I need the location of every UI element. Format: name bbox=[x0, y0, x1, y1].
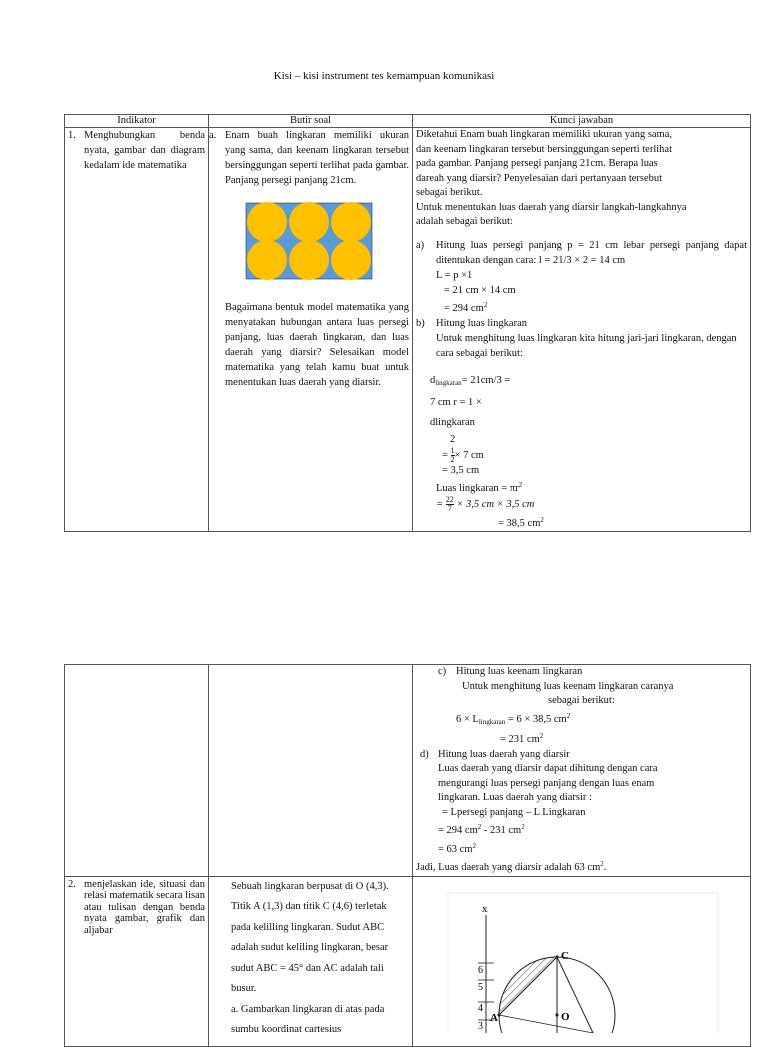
answer-line: pada gambar. Panjang persegi panjang 21cm. Berapa luas bbox=[416, 158, 658, 169]
radius-line: 7 cm r = 1 × bbox=[430, 396, 482, 408]
step-c-label: c) bbox=[438, 666, 447, 677]
step-b-text: Untuk menghitung luas lingkaran kita hitung jari-jari lingkaran, dengan cara sebagai berikut: bbox=[436, 332, 737, 359]
radius-calc: 2 = $\frac{1}{2}$ × 7 cm = 3,5 cm bbox=[416, 433, 747, 478]
answer-line: Untuk menentukan luas daerah yang diarsir langkah-langkahnya bbox=[416, 201, 687, 213]
step-a-line: L = p ×1 bbox=[436, 269, 473, 281]
tick-label: 6 bbox=[478, 964, 483, 976]
answer-intro bbox=[416, 128, 747, 230]
circle-shape bbox=[331, 202, 371, 242]
question-text: Enam buah lingkaran memiliki ukuran yang sama, dan keenam lingkaran tersebut bersinggungan seperti terlihat pada gambar. Panjang persegi panjang 21cm. bbox=[225, 130, 409, 186]
table-row bbox=[65, 128, 751, 532]
step-b-label: b) bbox=[416, 317, 425, 329]
cartesian-circle-graph bbox=[423, 883, 751, 1033]
step-c-text: sebagai berikut: bbox=[548, 695, 615, 706]
step-b bbox=[416, 316, 747, 361]
table-header-row bbox=[65, 115, 751, 128]
step-d-title: Hitung luas daerah yang diarsir bbox=[438, 748, 570, 760]
indicator-cell-1 bbox=[65, 128, 209, 532]
six-circles-calc: $6 \times L_{lingkaran} = 6 \times 38,5$ $cm^2$ bbox=[456, 711, 571, 726]
question-model-text: Bagaimana bentuk model matematika yang menyatakan hubungan antara luas persegi panjang, luas daerah lingkaran, dan luas daerah yang diarsir? Selesaikan model matematika yang telah kamu buat untuk menentukan luas daerah yang diarsir. bbox=[225, 302, 409, 388]
area-calc: Luas lingkaran = $\pi r^2$ = $\frac{22}{7}$ × 3,5 cm × 3,5 cm = 38,5 $cm^2$ bbox=[436, 480, 544, 529]
circle-shape bbox=[289, 202, 329, 242]
item-number: 2. bbox=[68, 878, 76, 890]
header-indikator: Indikator bbox=[65, 115, 209, 128]
point-label-a: A bbox=[490, 1011, 498, 1024]
answer-line: Diketahui Enam buah lingkaran memiliki ukuran yang sama, bbox=[416, 129, 673, 140]
answer-cell-continued: c) Hitung luas keenam lingkaran Untuk menghitung luas keenam lingkaran caranya sebagai berikut: $6 \times L_{lingkaran} = 6 \times 38,5$ $cm^2$ = 231 $cm^2$ d) Hitung luas daerah yang diarsir Luas daerah yang diarsir dapat dihitung dengan cara mengurangi luas persegi panjang dengan luas enam lingkaran. Luas daerah yang diarsir : = Lpersegi panjang – L Lingkaran = 294 $cm^2 - 231$ $cm^2$ = 63 $cm^2$ Jadi, Luas daerah yang diarsir adalah 63 $cm^2$. bbox=[413, 665, 751, 877]
question-cell-empty bbox=[209, 665, 413, 877]
question-line: Sebuah lingkaran berpusat di O (4,3). bbox=[231, 880, 389, 892]
header-kunci-jawaban: Kunci jawaban bbox=[413, 115, 751, 128]
step-a-label: a) bbox=[416, 239, 425, 251]
document-title: Kisi – kisi instrument tes kemampuan komunikasi bbox=[273, 70, 495, 82]
circle-shape bbox=[289, 240, 329, 280]
item-number: 1. bbox=[68, 130, 76, 141]
radius-value: = 3,5 cm bbox=[442, 464, 480, 476]
conclusion: Jadi, Luas daerah yang diarsir adalah 63 $cm^2$. bbox=[416, 860, 607, 873]
answer-line: adalah sebagai berikut: bbox=[416, 216, 513, 227]
kisi-table-part-1 bbox=[64, 114, 751, 532]
circle-shape bbox=[331, 240, 371, 280]
question-line: pada kelilling lingkaran. Sudut ABC bbox=[231, 921, 385, 933]
table-row bbox=[65, 665, 751, 877]
step-d-line: Luas daerah yang diarsir dapat dihitung dengan cara bbox=[438, 763, 658, 774]
header-butir-soal: Butir soal bbox=[209, 115, 413, 128]
axis-label: x bbox=[482, 902, 488, 915]
step-a-result: = 294 $cm^2$ bbox=[444, 300, 488, 314]
step-c bbox=[416, 665, 747, 680]
step-b-title: Hitung luas lingkaran bbox=[436, 317, 527, 329]
question-cell-1 bbox=[209, 128, 413, 532]
question-line: Titik A (1,3) dan titik C (4,6) terletak bbox=[231, 901, 387, 912]
table-row bbox=[65, 876, 751, 1046]
step-d-eq: = Lpersegi panjang – L Lingkaran bbox=[442, 806, 586, 818]
step-a-line: = 21 cm × 14 cm bbox=[444, 284, 516, 296]
tick-label: 5 bbox=[478, 981, 483, 993]
question-letter: a. bbox=[209, 130, 217, 141]
answer-cell-1 bbox=[413, 128, 751, 532]
step-c-title: Hitung luas keenam lingkaran bbox=[456, 666, 583, 677]
question-cell-2 bbox=[209, 876, 413, 1046]
point-label-c: C bbox=[561, 949, 569, 962]
tick-label: 3 bbox=[478, 1020, 483, 1032]
diameter-calc: $d_{lingkaran}= 21cm/3$ = 7 cm r = 1 × dlingkaran bbox=[416, 371, 747, 433]
kisi-table-part-2 bbox=[64, 664, 751, 1047]
indicator-cell-2 bbox=[65, 876, 209, 1046]
step-d-line: lingkaran. Luas daerah yang diarsir : bbox=[438, 792, 592, 803]
tick-label: 4 bbox=[478, 1002, 483, 1014]
indicator-text: Menghubungkan benda nyata, gambar dan diagram kedalam ide matematika bbox=[84, 130, 205, 171]
point-label-o: O bbox=[561, 1010, 570, 1023]
circles-figure bbox=[245, 202, 375, 282]
indicator-cell-empty bbox=[65, 665, 209, 877]
step-a-text: Hitung luas persegi panjang p = 21 cm lebar persegi panjang dapat ditentukan dengan cara: l = 21/3 × 2 = 14 cm bbox=[436, 239, 747, 266]
circle-shape bbox=[247, 202, 287, 242]
step-d-line: mengurangi luas persegi panjang dengan luas enam bbox=[438, 777, 655, 789]
circle-shape bbox=[247, 240, 287, 280]
question-line: adalah sudut keliling lingkaran, besar bbox=[231, 942, 389, 953]
question-line: sumbu koordinat cartesius bbox=[231, 1024, 342, 1035]
answer-line: dan keenam lingkaran tersebut bersinggungan seperti terlihat bbox=[416, 143, 672, 155]
dlingkaran-line: dlingkaran bbox=[430, 416, 475, 428]
question-line: a. Gambarkan lingkaran di atas pada bbox=[231, 1003, 385, 1015]
step-c-text: Untuk menghitung luas keenam lingkaran caranya bbox=[462, 680, 674, 692]
question-line: busur. bbox=[231, 983, 257, 994]
step-d-label: d) bbox=[420, 748, 429, 760]
answer-line: sebagai berikut. bbox=[416, 187, 483, 198]
step-d bbox=[416, 748, 747, 763]
answer-cell-2 bbox=[413, 876, 751, 1046]
indicator-text: menjelaskan ide, situasi dan relasi matematik secara lisan atau tulisan dengan benda nyata gambar, grafik dan aljabar bbox=[84, 878, 205, 936]
answer-line: dareah yang diarsir? Penyelesaian dari pertanyaan tersebut bbox=[416, 172, 663, 184]
step-a bbox=[416, 238, 747, 316]
question-line: sudut ABC = 45° dan AC adalah tali bbox=[231, 962, 384, 974]
